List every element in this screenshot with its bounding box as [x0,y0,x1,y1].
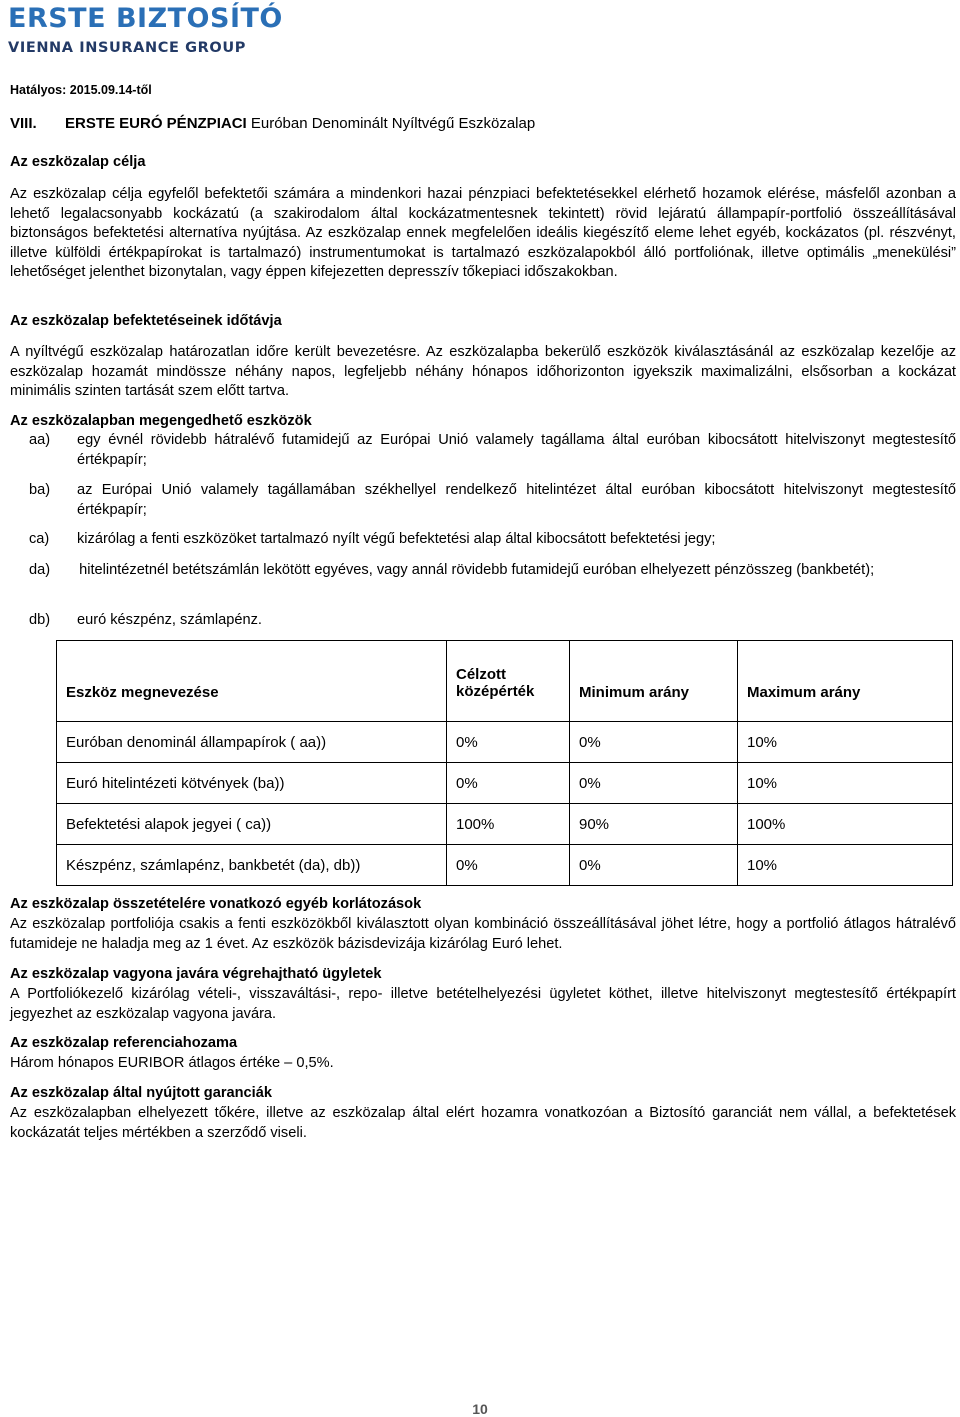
item-text: hitelintézetnél betétszámlán lekötött egyéves, vagy annál rövidebb futamidejű euróban elhelyezett pénzösszeg (bankbetét); [79,562,875,578]
table-cell: 0% [570,763,738,804]
table-cell: Euróban denominál állampapírok ( aa)) [57,722,447,763]
guarantees-paragraph: Az eszközalapban elhelyezett tőkére, illetve az eszközalap által elért hozamra vonatkozóan a Biztosító garanciát nem vállal, a befektetések kockázatát teljes mértékben a szerződő viseli. [10,1105,956,1141]
table-cell: 90% [570,804,738,845]
table-row [57,722,953,763]
allocation-table [56,640,953,886]
table-cell: Euró hitelintézeti kötvények (ba)) [57,763,447,804]
table-cell: Befektetési alapok jegyei ( ca)) [57,804,447,845]
table-cell: 0% [447,722,570,763]
horizon-heading: Az eszközalap befektetéseinek időtávja [10,313,282,329]
header-cell: Eszköz megnevezése [57,641,447,722]
table-cell: 0% [570,845,738,886]
header-cell: Minimum arány [570,641,738,722]
item-label: db) [29,612,51,628]
item-label: ba) [29,482,51,498]
limits-paragraph: Az eszközalap portfoliója csakis a fenti eszközökből kiválasztott olyan kombináció összeállításával jöhet létre, hogy a portfolió átlagos hátralévő futamideje ne haladja meg az 1 évet. Az eszközök bázisdevizája kizárólag Euró lehet. [10,916,956,952]
item-text: euró készpénz, számlapénz. [77,612,262,628]
guarantees-heading: Az eszközalap által nyújtott garanciák [10,1085,272,1101]
goal-heading: Az eszközalap célja [10,154,146,170]
header-cell: Célzott középérték [447,641,570,722]
effective-date: Hatályos: 2015.09.14-től [10,83,152,97]
table-row [57,763,953,804]
table-cell: 0% [570,722,738,763]
allowed-asset-item [10,561,956,581]
item-text: kizárólag a fenti eszközöket tartalmazó nyílt végű befektetési alap által kibocsátott befektetési jegy; [77,531,716,547]
table-cell: 100% [738,804,953,845]
section-number: VIII. [10,115,37,132]
item-label: ca) [29,531,50,547]
table-cell: 0% [447,845,570,886]
transactions-paragraph: A Portfoliókezelő kizárólag vételi-, visszaváltási-, repo- illetve betételhelyezési ügyletet köthet, illetve hitelviszonyt megtestesítő értékpapírt jegyezhet az eszközalap vagyona javára. [10,986,956,1022]
item-text: az Európai Unió valamely tagállamában székhellyel rendelkező hitelintézet által euróban kibocsátott hitelviszonyt megtestesítő értékpapír; [77,482,956,518]
logo-group-name: VIENNA INSURANCE GROUP [8,40,246,56]
table-cell: 10% [738,845,953,886]
logo-brand-name: ERSTE BIZTOSÍTÓ [8,3,283,34]
table-cell: 10% [738,763,953,804]
section-title [10,115,535,132]
table-row [57,845,953,886]
table-row [57,804,953,845]
allowed-assets-heading: Az eszközalapban megengedhető eszközök [10,413,312,429]
header-cell: Maximum arány [738,641,953,722]
transactions-heading: Az eszközalap vagyona javára végrehajtható ügyletek [10,966,382,982]
table-header-row [57,641,953,722]
horizon-paragraph: A nyíltvégű eszközalap határozatlan időre került bevezetésre. Az eszközalapba bekerülő eszközök kiválasztásánál az eszközalap kezelője az eszközalap hozamát mindössze néhány napos, legfeljebb néhány hónapos időhorizonton igyekszik maximalizálni, elsősorban a kockázat minimális szinten tartását szem előtt tartva. [10,344,956,400]
page-number: 10 [472,1401,488,1417]
item-label: aa) [29,432,51,448]
section-name-rest: Euróban Denominált Nyíltvégű Eszközalap [246,115,536,132]
company-logo [8,2,283,57]
goal-paragraph: Az eszközalap célja egyfelől befektetői számára a mindenkori hazai pénzpiaci befektetésekkel elérhető hozamok elérése, másfelől azonban a lehető legalacsonyabb kockázatú (a szakirodalom által kockázatmentesnek tekintett) rövid lejáratú állampapír-portfolió összeállításával biztonságos befektetési alternatíva nyújtása. Az eszközalap ennek megfelelően ideális kiegészítő eleme lehet egyéb, kockázatos (pl. részvényt, illetve külföldi értékpapírokat is tartalmazó) instrumentumokat is tartalmazó eszközalapokból álló portfoliónak, illetve optimális „menekülési” lehetőséget jelenthet bizonytalan, vagy éppen kifejezetten depresszív tőkepiaci időszakokban. [10,186,956,281]
table-cell: 10% [738,722,953,763]
section-name-bold: ERSTE EURÓ PÉNZPIACI [65,115,247,132]
table-cell: Készpénz, számlapénz, bankbetét (da), db)) [57,845,447,886]
table-cell: 100% [447,804,570,845]
limits-heading: Az eszközalap összetételére vonatkozó egyéb korlátozások [10,896,422,912]
benchmark-paragraph: Három hónapos EURIBOR átlagos értéke – 0,5%. [10,1055,334,1071]
benchmark-heading: Az eszközalap referenciahozama [10,1035,238,1051]
item-text: egy évnél rövidebb hátralévő futamidejű az Európai Unió valamely tagállama által euróban kibocsátott hitelviszonyt megtestesítő értékpapír; [77,432,956,468]
item-label: da) [29,562,51,578]
table-cell: 0% [447,763,570,804]
